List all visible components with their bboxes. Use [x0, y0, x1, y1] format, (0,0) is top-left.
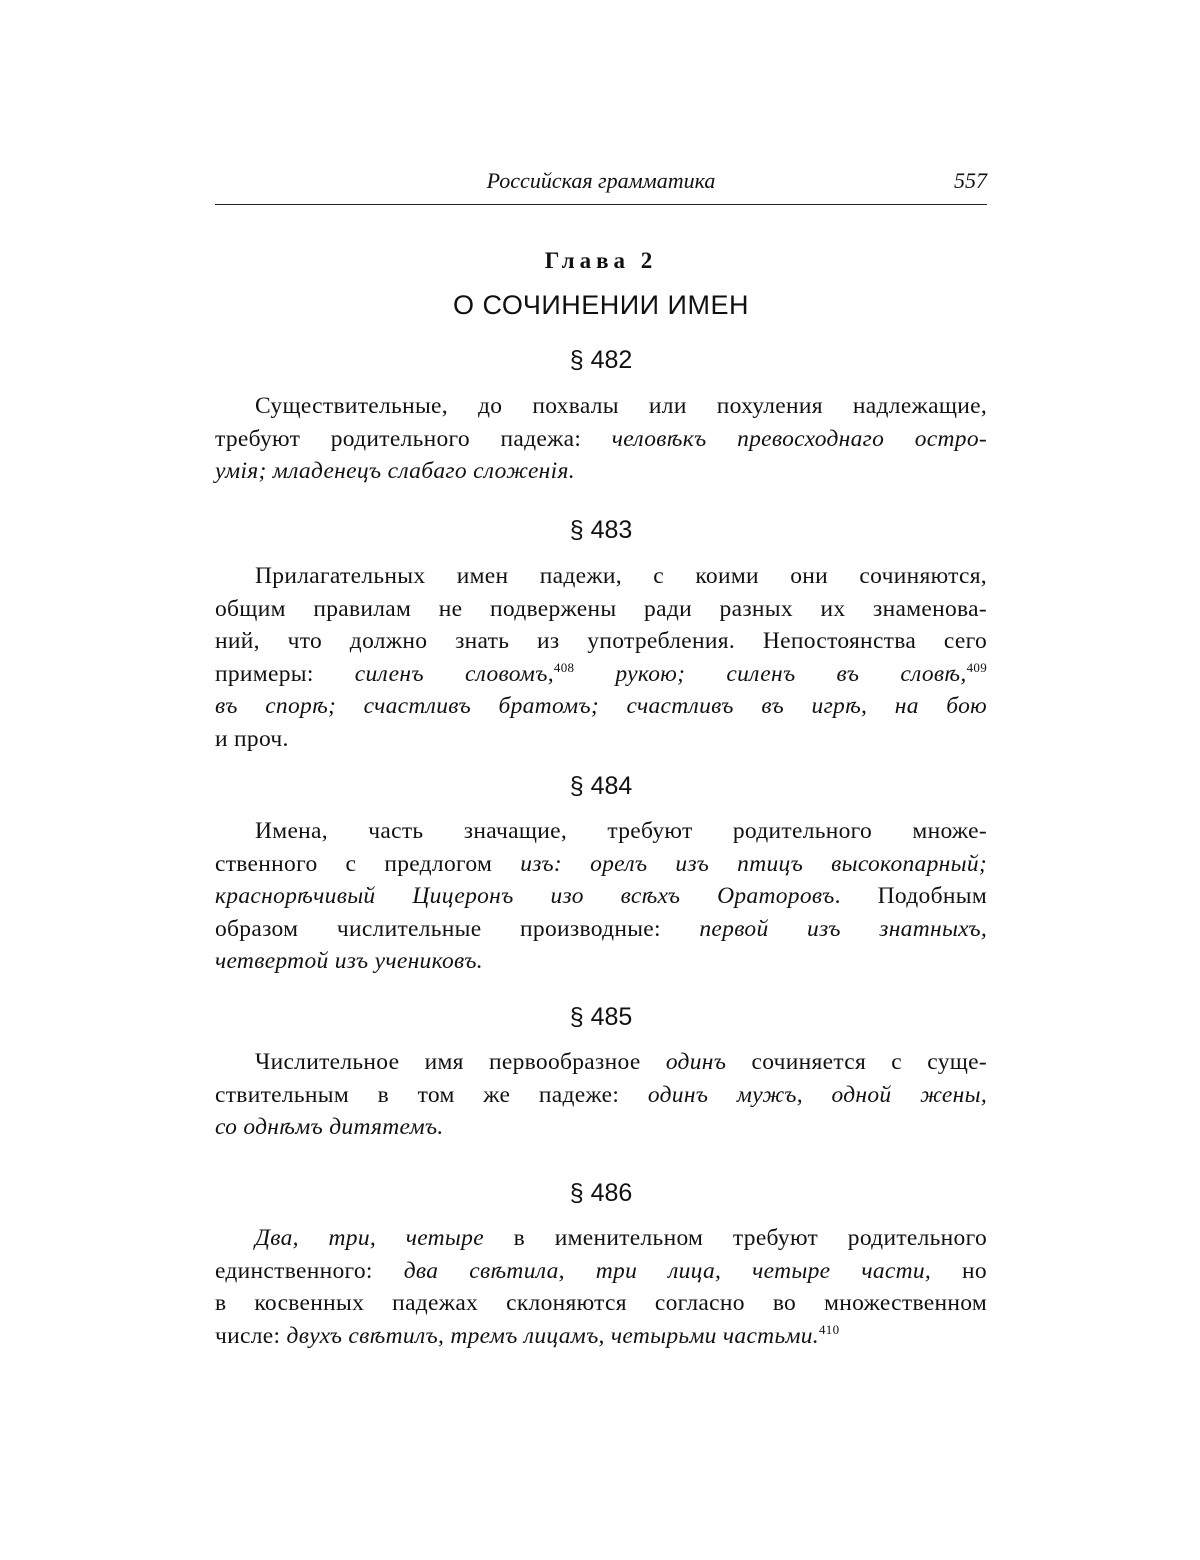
italic-example: силенъ словомъ,	[355, 661, 554, 687]
text-line	[215, 945, 987, 978]
text-run: и проч.	[215, 726, 289, 752]
italic-example: умія; младенецъ слабаго сложенія.	[215, 458, 575, 484]
section-paragraph	[215, 815, 987, 978]
section-number: § 482	[215, 346, 987, 375]
text-line	[215, 390, 987, 423]
text-run: единственного:	[215, 1258, 404, 1284]
text-line	[215, 423, 987, 456]
footnote-ref: 410	[819, 1322, 839, 1337]
text-line	[215, 560, 987, 593]
text-run: в именительном требуют родительного	[484, 1225, 987, 1251]
text-line	[215, 593, 987, 626]
text-run: . Подобным	[835, 883, 987, 909]
text-line	[215, 690, 987, 723]
text-line	[215, 1222, 987, 1255]
section-number: § 483	[215, 516, 987, 545]
page-number: 557	[954, 168, 987, 194]
section-number: § 486	[215, 1179, 987, 1208]
section-number: § 484	[215, 772, 987, 801]
text-run: образом числительные производные:	[215, 916, 699, 942]
italic-example: въ спорѣ; счастливъ братомъ; счастливъ въ игрѣ, на бою	[215, 693, 987, 719]
italic-example: изъ: орелъ изъ птицъ высокопарный;	[520, 851, 987, 877]
text-line	[215, 1320, 987, 1353]
running-title: Российская грамматика	[215, 168, 987, 194]
footnote-ref: 409	[967, 660, 987, 675]
section-paragraph	[215, 1046, 987, 1144]
italic-example: краснорѣчивый Цицеронъ изо всѣхъ Ораторовъ	[215, 883, 835, 909]
italic-example: Два, три, четыре	[255, 1225, 484, 1251]
italic-example: два свѣтила, три лица, четыре части,	[404, 1258, 931, 1284]
italic-example: рукою; силенъ въ словѣ,	[574, 661, 966, 687]
text-line	[215, 455, 987, 488]
text-line	[215, 658, 987, 691]
text-line	[215, 723, 987, 756]
section-paragraph	[215, 1222, 987, 1352]
italic-example: со однѣмъ дитятемъ.	[215, 1114, 444, 1140]
text-line	[215, 1111, 987, 1144]
section-number: § 485	[215, 1003, 987, 1032]
text-run: Имена, часть значащие, требуют родительного множе-	[255, 818, 987, 844]
text-line	[215, 1079, 987, 1112]
header-rule	[215, 204, 987, 205]
text-run: сочиняется с суще-	[726, 1049, 987, 1075]
text-run: общим правилам не подвержены ради разных их знаменова-	[215, 596, 987, 622]
text-line	[215, 815, 987, 848]
section-paragraph	[215, 560, 987, 755]
text-line	[215, 625, 987, 658]
italic-example: одинъ	[666, 1049, 726, 1075]
chapter-label: Глава 2	[215, 248, 987, 274]
text-line	[215, 1287, 987, 1320]
text-line	[215, 913, 987, 946]
text-run: ственного с предлогом	[215, 851, 520, 877]
text-line	[215, 880, 987, 913]
text-run: требуют родительного падежа:	[215, 426, 612, 452]
section-paragraph	[215, 390, 987, 488]
text-run: ний, что должно знать из употребления. Непостоянства сего	[215, 628, 987, 654]
text-line	[215, 848, 987, 881]
italic-example: человѣкъ превосходнаго остро-	[612, 426, 987, 452]
text-run: Числительное имя первообразное	[255, 1049, 666, 1075]
running-head	[215, 168, 987, 208]
italic-example: первой изъ знатныхъ,	[699, 916, 987, 942]
italic-example: двухъ свѣтилъ, тремъ лицамъ, четырьми частьми.	[287, 1323, 819, 1349]
text-run: примеры:	[215, 661, 355, 687]
book-page	[0, 0, 1200, 1560]
footnote-ref: 408	[554, 660, 574, 675]
text-run: Прилагательных имен падежи, с коими они сочиняются,	[255, 563, 987, 589]
italic-example: четвертой изъ учениковъ.	[215, 948, 483, 974]
text-run: Существительные, до похвалы или похуления надлежащие,	[255, 393, 987, 419]
chapter-title: О СОЧИНЕНИИ ИМЕН	[215, 290, 987, 321]
text-run: в косвенных падежах склоняются согласно во множественном	[215, 1290, 987, 1316]
text-run: ствительным в том же падеже:	[215, 1082, 648, 1108]
text-line	[215, 1046, 987, 1079]
text-line	[215, 1255, 987, 1288]
text-run: числе:	[215, 1323, 287, 1349]
italic-example: одинъ мужъ, одной жены,	[648, 1082, 987, 1108]
text-run: но	[931, 1258, 987, 1284]
